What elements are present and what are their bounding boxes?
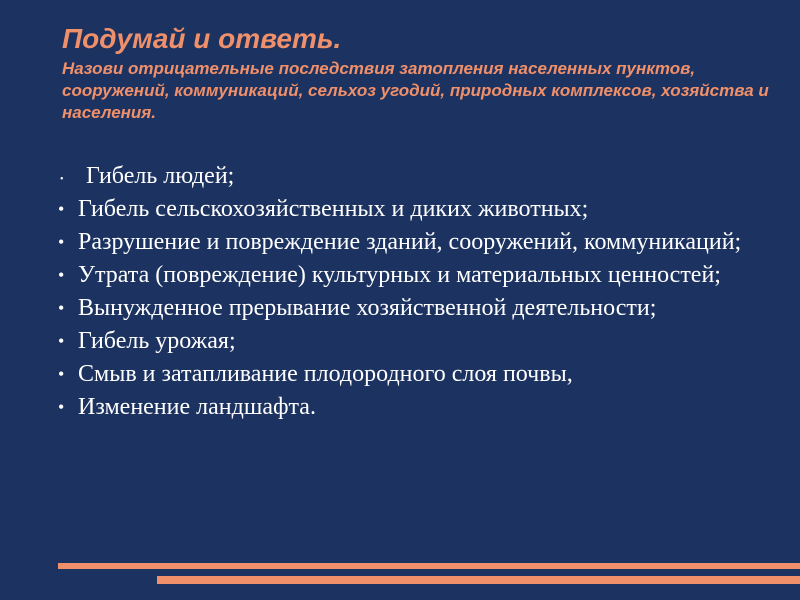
list-item-text: Смыв и затапливание плодородного слоя почвы,: [78, 361, 573, 387]
list-item: [54, 160, 774, 192]
bullet-icon: •: [58, 199, 65, 219]
bullet-icon: •: [58, 298, 65, 318]
list-item: [54, 292, 774, 324]
slide-subtitle: Назови отрицательные последствия затопления населенных пунктов, сооружений, коммуникаций, сельхоз угодий, природных комплексов, хозяйства и населения.: [62, 59, 769, 122]
list-item-text: Гибель сельскохозяйственных и диких животных;: [78, 196, 589, 222]
bullet-icon: •: [58, 232, 65, 252]
bullet-icon: •: [58, 397, 65, 417]
list-item-text: Разрушение и повреждение зданий, сооружений, коммуникаций;: [78, 229, 742, 255]
bullet-icon: •: [58, 331, 65, 351]
list-item-text: Гибель людей;: [86, 163, 235, 189]
list-item-text: Гибель урожая;: [78, 328, 236, 354]
list-item: [54, 325, 774, 357]
slide-title: Подумай и ответь.: [62, 23, 342, 54]
list-item-text: Изменение ландшафта.: [78, 394, 316, 420]
list-item-text: Утрата (повреждение) культурных и материальных ценностей;: [78, 262, 721, 288]
list-item: [54, 193, 774, 225]
list-item: [54, 226, 774, 258]
decorative-bar-top: [58, 563, 800, 569]
bullet-icon: •: [58, 265, 65, 285]
list-item: [54, 358, 774, 390]
bullet-icon: •: [60, 174, 64, 185]
list-item: [54, 391, 774, 423]
list-item: [54, 259, 774, 291]
decorative-bar-bottom: [157, 576, 800, 584]
bullet-list: [54, 160, 774, 424]
list-item-text: Вынужденное прерывание хозяйственной деятельности;: [78, 295, 657, 321]
bullet-icon: •: [58, 364, 65, 384]
